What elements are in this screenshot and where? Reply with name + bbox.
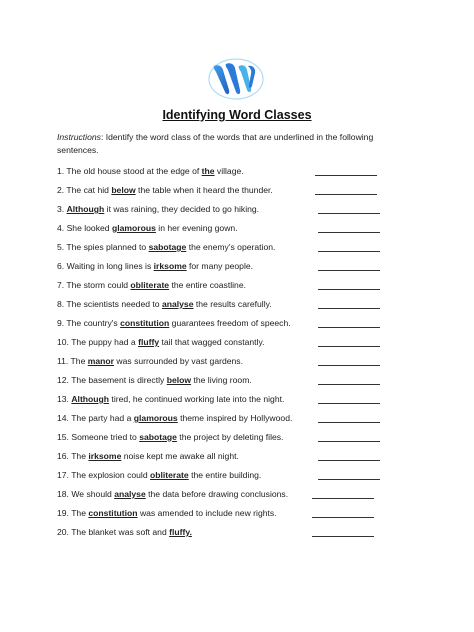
question-text-before: The explosion could — [71, 470, 151, 480]
question-list — [57, 165, 397, 545]
answer-blank[interactable] — [318, 308, 380, 309]
logo-icon — [208, 56, 264, 102]
question-item — [57, 165, 397, 184]
question-text-before: She looked — [66, 223, 112, 233]
question-number: 5. — [57, 242, 65, 252]
question-number: 1. — [57, 166, 65, 176]
question-number: 11. — [57, 356, 69, 366]
underlined-word: constitution — [120, 318, 170, 328]
question-text-after: tired, he continued working late into the night. — [109, 394, 285, 404]
question-text-before: The — [71, 508, 89, 518]
underlined-word: below — [166, 375, 192, 385]
question-number: 15. — [57, 432, 69, 442]
answer-blank[interactable] — [318, 270, 380, 271]
question-item — [57, 279, 397, 298]
underlined-word: fluffy — [138, 337, 160, 347]
question-text-before: The old house stood at the edge of — [66, 166, 202, 176]
answer-blank[interactable] — [312, 517, 374, 518]
question-number: 16. — [57, 451, 69, 461]
answer-blank[interactable] — [315, 175, 377, 176]
question-item — [57, 393, 397, 412]
question-number: 14. — [57, 413, 69, 423]
question-item — [57, 526, 397, 545]
question-number: 19. — [57, 508, 69, 518]
answer-blank[interactable] — [318, 422, 380, 423]
answer-blank[interactable] — [318, 213, 380, 214]
question-item — [57, 203, 397, 222]
underlined-word: fluffy. — [169, 527, 192, 537]
question-item — [57, 488, 397, 507]
question-item — [57, 336, 397, 355]
question-item — [57, 431, 397, 450]
question-number: 3. — [57, 204, 65, 214]
underlined-word: manor — [87, 356, 115, 366]
instructions-label: Instructions — [57, 132, 101, 142]
underlined-word: analyse — [161, 299, 194, 309]
question-number: 20. — [57, 527, 69, 537]
question-text-after: the data before drawing conclusions. — [145, 489, 289, 499]
answer-blank[interactable] — [318, 403, 380, 404]
question-text-before: The storm could — [66, 280, 131, 290]
answer-blank[interactable] — [318, 460, 380, 461]
question-text-after: guarantees freedom of speech. — [169, 318, 291, 328]
question-text-after: in her evening gown. — [155, 223, 238, 233]
question-number: 4. — [57, 223, 65, 233]
answer-blank[interactable] — [318, 289, 380, 290]
question-text-before: The — [70, 356, 88, 366]
instructions — [57, 131, 387, 156]
question-item — [57, 355, 397, 374]
underlined-word: Although — [71, 394, 110, 404]
answer-blank[interactable] — [318, 251, 380, 252]
answer-blank[interactable] — [312, 498, 374, 499]
question-text-after: noise kept me awake all night. — [121, 451, 239, 461]
question-number: 9. — [57, 318, 65, 328]
instructions-text: : Identify the word class of the words that are underlined in the following sentences. — [57, 132, 374, 155]
question-text-before: The basement is directly — [71, 375, 167, 385]
question-text-after: theme inspired by Hollywood. — [177, 413, 293, 423]
question-text-before: Someone tried to — [71, 432, 140, 442]
answer-blank[interactable] — [318, 365, 380, 366]
question-text-before: The puppy had a — [71, 337, 139, 347]
answer-blank[interactable] — [318, 384, 380, 385]
underlined-word: sabotage — [148, 242, 187, 252]
question-text-before: The party had a — [71, 413, 134, 423]
question-text-after: the entire coastline. — [169, 280, 247, 290]
question-text-before: The country's — [66, 318, 121, 328]
answer-blank[interactable] — [315, 194, 377, 195]
question-text-before: Waiting in long lines is — [66, 261, 154, 271]
question-item — [57, 317, 397, 336]
underlined-word: glamorous — [111, 223, 156, 233]
underlined-word: obliterate — [150, 470, 189, 480]
question-text-after: the results carefully. — [193, 299, 272, 309]
question-item — [57, 507, 397, 526]
question-item — [57, 374, 397, 393]
question-number: 17. — [57, 470, 69, 480]
question-text-after: it was raining, they decided to go hiking. — [104, 204, 260, 214]
question-text-after: was amended to include new rights. — [137, 508, 277, 518]
answer-blank[interactable] — [318, 327, 380, 328]
question-number: 12. — [57, 375, 69, 385]
question-text-after: was surrounded by vast gardens. — [114, 356, 243, 366]
question-number: 2. — [57, 185, 65, 195]
underlined-word: glamorous — [133, 413, 178, 423]
question-text-before: We should — [71, 489, 115, 499]
underlined-word: analyse — [114, 489, 146, 499]
underlined-word: the — [201, 166, 215, 176]
question-text-after: village. — [214, 166, 244, 176]
underlined-word: obliterate — [130, 280, 170, 290]
question-number: 8. — [57, 299, 65, 309]
answer-blank[interactable] — [318, 232, 380, 233]
answer-blank[interactable] — [318, 441, 380, 442]
question-item — [57, 450, 397, 469]
answer-blank[interactable] — [318, 479, 380, 480]
question-item — [57, 260, 397, 279]
answer-blank[interactable] — [318, 346, 380, 347]
answer-blank[interactable] — [312, 536, 374, 537]
question-text-before: The scientists needed to — [66, 299, 162, 309]
underlined-word: irksome — [153, 261, 187, 271]
question-item — [57, 412, 397, 431]
underlined-word: irksome — [88, 451, 122, 461]
question-text-before: The spies planned to — [66, 242, 149, 252]
question-number: 13. — [57, 394, 69, 404]
question-item — [57, 241, 397, 260]
underlined-word: sabotage — [139, 432, 177, 442]
question-number: 10. — [57, 337, 69, 347]
question-text-after: the entire building. — [188, 470, 262, 480]
underlined-word: constitution — [88, 508, 138, 518]
question-text-before: The cat hid — [66, 185, 112, 195]
question-text-before: The — [71, 451, 89, 461]
question-number: 6. — [57, 261, 65, 271]
question-text-after: the living room. — [191, 375, 252, 385]
question-text-after: the enemy's operation. — [186, 242, 276, 252]
question-text-after: the project by deleting files. — [176, 432, 284, 442]
question-item — [57, 469, 397, 488]
question-item — [57, 222, 397, 241]
underlined-word: Although — [66, 204, 105, 214]
question-text-after: for many people. — [186, 261, 254, 271]
underlined-word: below — [111, 185, 136, 195]
question-item — [57, 184, 397, 203]
question-number: 7. — [57, 280, 65, 290]
question-text-after: tail that wagged constantly. — [159, 337, 265, 347]
question-text-before: The blanket was soft and — [71, 527, 170, 537]
question-text-after: the table when it heard the thunder. — [135, 185, 273, 195]
question-number: 18. — [57, 489, 69, 499]
question-item — [57, 298, 397, 317]
page-title: Identifying Word Classes — [162, 108, 312, 122]
